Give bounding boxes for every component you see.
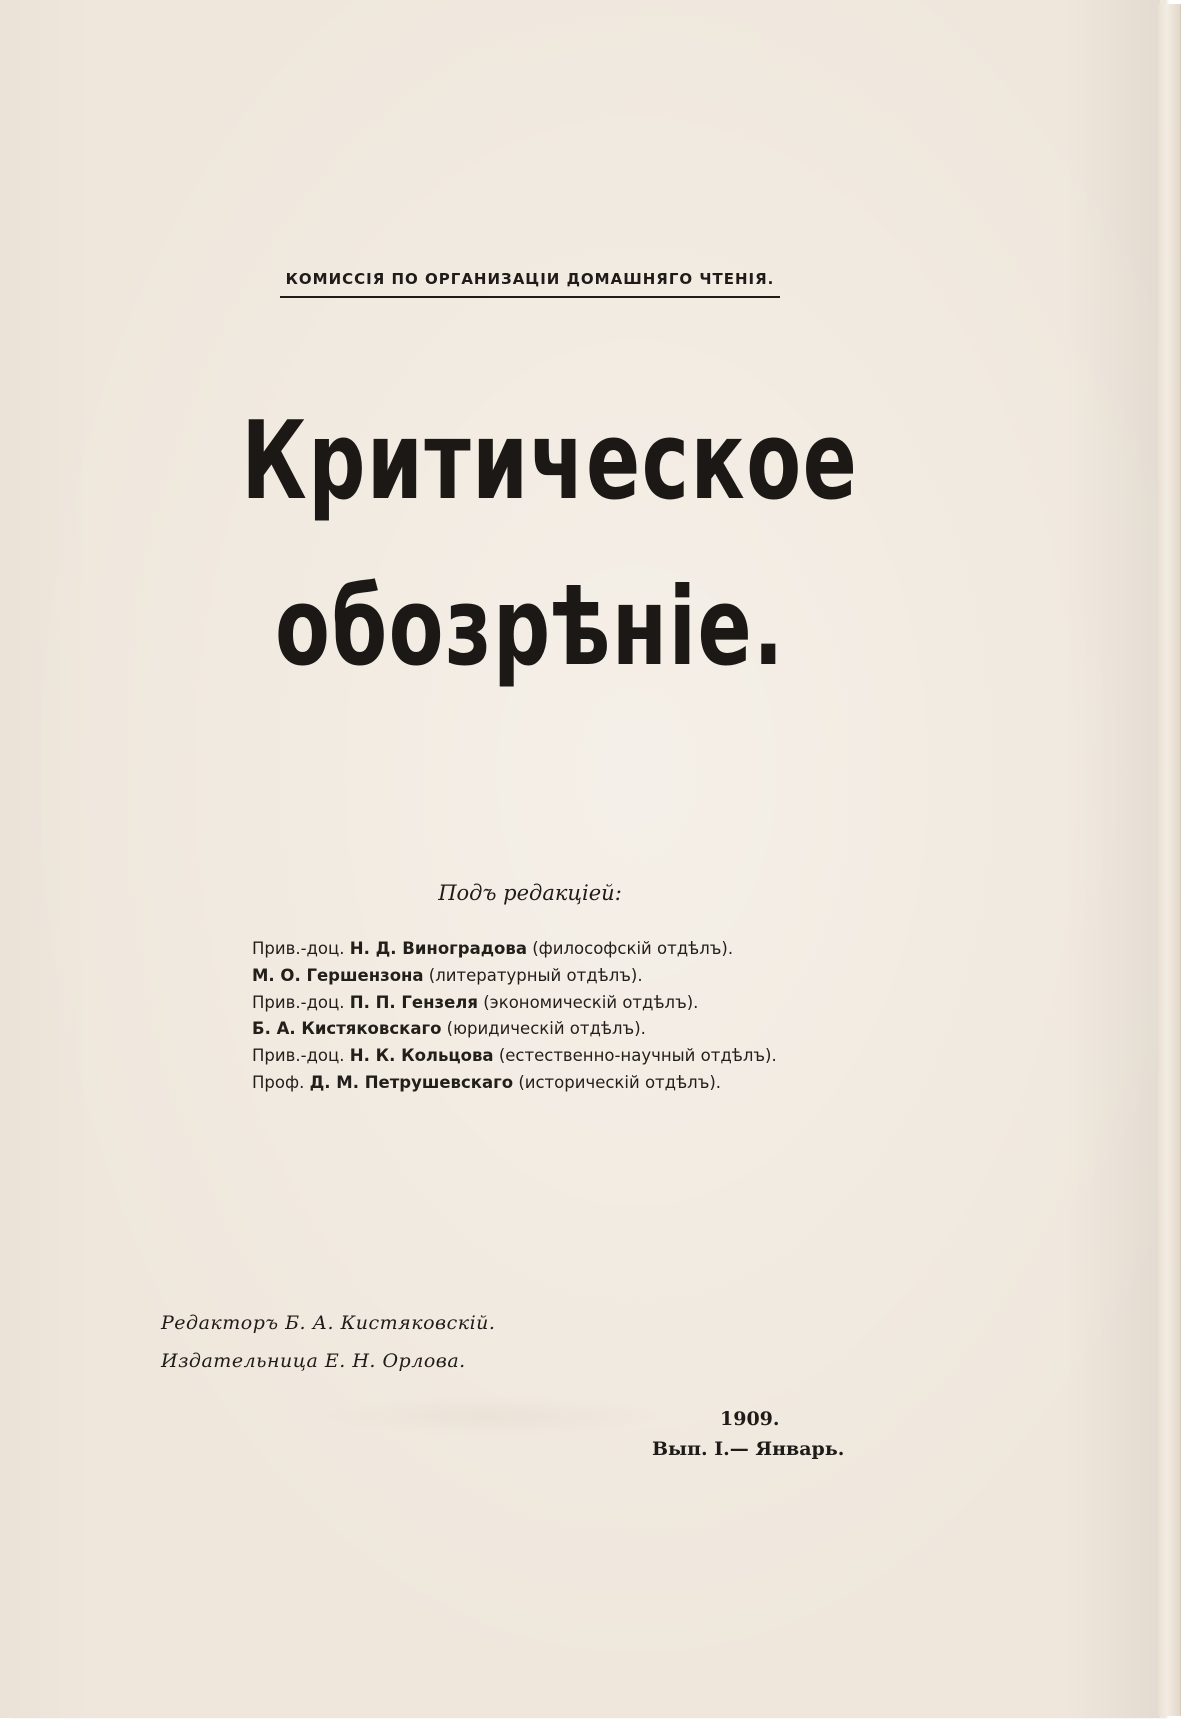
editor-name: Д. М. Петрушевскаго — [309, 1072, 514, 1092]
editor-line — [252, 990, 852, 1017]
issue-number: Вып. I.— Январь. — [652, 1438, 845, 1460]
editor-prefix: Прив.-доц. — [252, 939, 350, 958]
editor-name: П. П. Гензеля — [349, 992, 478, 1012]
editor-name: Б. А. Кистяковскаго — [252, 1019, 442, 1039]
editor-signature: Редакторъ Б. А. Кистяковскій. — [161, 1312, 496, 1334]
publisher-signature: Издательница Е. Н. Орлова. — [161, 1350, 466, 1372]
paper-smudge — [310, 1396, 670, 1436]
editor-prefix: Прив.-доц. — [252, 992, 350, 1012]
editor-line — [252, 1016, 852, 1043]
editor-line — [252, 963, 852, 990]
editor-name: Н. Д. Виноградова — [349, 939, 527, 958]
title-line-2: обозрѣніе. — [274, 565, 786, 690]
editor-department: (юридическій отдѣлъ). — [441, 1019, 646, 1039]
page-edge — [1158, 4, 1181, 1716]
editor-line — [252, 1070, 852, 1097]
editor-prefix: Прив.-доц. — [252, 1046, 350, 1066]
editor-name: М. О. Гершензона — [252, 965, 424, 985]
editor-line — [252, 936, 852, 963]
editor-department: (естественно-научный отдѣлъ). — [493, 1046, 777, 1066]
editor-department: (историческій отдѣлъ). — [513, 1072, 722, 1092]
publication-year: 1909. — [720, 1408, 780, 1430]
editor-department: (философскій отдѣлъ). — [526, 939, 734, 958]
editor-department: (экономическій отдѣлъ). — [477, 992, 699, 1012]
editor-department: (литературный отдѣлъ). — [423, 965, 643, 985]
editor-prefix: Проф. — [252, 1072, 310, 1092]
commission-header: КОМИССІЯ ПО ОРГАНИЗАЦІИ ДОМАШНЯГО ЧТЕНІЯ. — [280, 270, 780, 298]
editors-list — [252, 936, 852, 1097]
title-line-1: Критическое — [241, 399, 859, 524]
under-editing-label: Подъ редакціей: — [438, 881, 622, 905]
editor-name: Н. К. Кольцова — [349, 1046, 494, 1066]
editor-line — [252, 1043, 852, 1070]
